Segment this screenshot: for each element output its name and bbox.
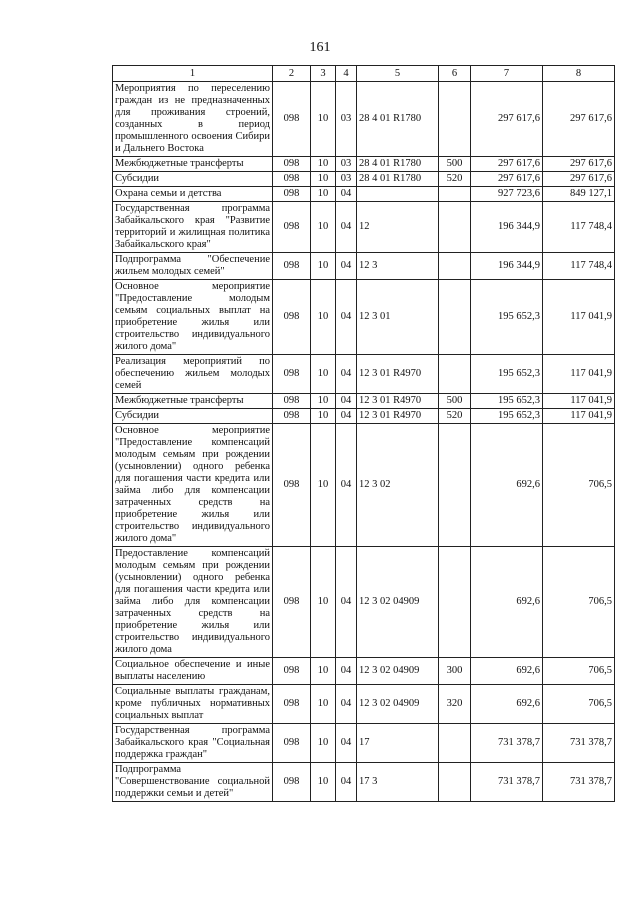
target-article-code: 12 3 02 04909 <box>357 658 439 685</box>
header-col-2: 2 <box>273 66 311 82</box>
section-code: 10 <box>311 724 336 763</box>
expense-type-code <box>439 82 471 157</box>
subsection-code: 04 <box>336 202 357 253</box>
amount-year-1: 297 617,6 <box>471 82 543 157</box>
expense-type-code <box>439 724 471 763</box>
subsection-code: 04 <box>336 394 357 409</box>
amount-year-1: 195 652,3 <box>471 280 543 355</box>
item-name: Межбюджетные трансферты <box>113 394 273 409</box>
amount-year-2: 117 041,9 <box>543 394 615 409</box>
amount-year-2: 297 617,6 <box>543 157 615 172</box>
expense-type-code <box>439 253 471 280</box>
ministry-code: 098 <box>273 355 311 394</box>
amount-year-1: 692,6 <box>471 685 543 724</box>
target-article-code <box>357 187 439 202</box>
amount-year-2: 297 617,6 <box>543 172 615 187</box>
item-name: Основное мероприятие "Предоставление молодым семьям социальных выплат на приобретение жилья или строительство индивидуального жилого дома" <box>113 280 273 355</box>
item-name: Мероприятия по переселению граждан из не предназначенных для проживания строений, созданных в период промышленного освоения Сибири и Дальнего Востока <box>113 82 273 157</box>
expense-type-code <box>439 280 471 355</box>
ministry-code: 098 <box>273 658 311 685</box>
section-code: 10 <box>311 253 336 280</box>
ministry-code: 098 <box>273 187 311 202</box>
ministry-code: 098 <box>273 547 311 658</box>
ministry-code: 098 <box>273 763 311 802</box>
amount-year-2: 297 617,6 <box>543 82 615 157</box>
expense-type-code: 520 <box>439 409 471 424</box>
section-code: 10 <box>311 157 336 172</box>
item-name: Подпрограмма "Обеспечение жильем молодых семей" <box>113 253 273 280</box>
target-article-code: 17 <box>357 724 439 763</box>
amount-year-1: 195 652,3 <box>471 409 543 424</box>
table-row <box>113 409 615 424</box>
ministry-code: 098 <box>273 157 311 172</box>
target-article-code: 12 3 01 R4970 <box>357 394 439 409</box>
ministry-code: 098 <box>273 394 311 409</box>
item-name: Субсидии <box>113 409 273 424</box>
subsection-code: 04 <box>336 355 357 394</box>
subsection-code: 03 <box>336 157 357 172</box>
section-code: 10 <box>311 409 336 424</box>
item-name: Межбюджетные трансферты <box>113 157 273 172</box>
table-row <box>113 187 615 202</box>
section-code: 10 <box>311 280 336 355</box>
header-col-1: 1 <box>113 66 273 82</box>
expense-type-code <box>439 355 471 394</box>
expense-type-code: 300 <box>439 658 471 685</box>
amount-year-1: 692,6 <box>471 658 543 685</box>
header-row <box>113 66 615 82</box>
item-name: Государственная программа Забайкальского края "Развитие территорий и жилищная политика Забайкальского края" <box>113 202 273 253</box>
subsection-code: 04 <box>336 763 357 802</box>
target-article-code: 12 3 01 R4970 <box>357 409 439 424</box>
amount-year-1: 731 378,7 <box>471 763 543 802</box>
expense-type-code <box>439 202 471 253</box>
table-row <box>113 253 615 280</box>
ministry-code: 098 <box>273 724 311 763</box>
amount-year-1: 195 652,3 <box>471 355 543 394</box>
expense-type-code <box>439 187 471 202</box>
ministry-code: 098 <box>273 202 311 253</box>
header-col-4: 4 <box>336 66 357 82</box>
item-name: Реализация мероприятий по обеспечению жильем молодых семей <box>113 355 273 394</box>
expense-type-code: 500 <box>439 157 471 172</box>
table-row <box>113 355 615 394</box>
amount-year-2: 706,5 <box>543 685 615 724</box>
subsection-code: 04 <box>336 547 357 658</box>
subsection-code: 04 <box>336 658 357 685</box>
table-row <box>113 394 615 409</box>
ministry-code: 098 <box>273 82 311 157</box>
expense-type-code: 500 <box>439 394 471 409</box>
amount-year-2: 117 041,9 <box>543 280 615 355</box>
amount-year-2: 117 748,4 <box>543 202 615 253</box>
section-code: 10 <box>311 202 336 253</box>
amount-year-1: 731 378,7 <box>471 724 543 763</box>
subsection-code: 03 <box>336 172 357 187</box>
amount-year-1: 297 617,6 <box>471 157 543 172</box>
amount-year-2: 117 748,4 <box>543 253 615 280</box>
table-row <box>113 763 615 802</box>
target-article-code: 12 3 <box>357 253 439 280</box>
amount-year-1: 297 617,6 <box>471 172 543 187</box>
amount-year-2: 706,5 <box>543 658 615 685</box>
expense-type-code <box>439 763 471 802</box>
section-code: 10 <box>311 187 336 202</box>
section-code: 10 <box>311 355 336 394</box>
table-row <box>113 658 615 685</box>
item-name: Государственная программа Забайкальского края "Социальная поддержка граждан" <box>113 724 273 763</box>
amount-year-1: 927 723,6 <box>471 187 543 202</box>
amount-year-1: 692,6 <box>471 424 543 547</box>
header-col-8: 8 <box>543 66 615 82</box>
item-name: Предоставление компенсаций молодым семьям при рождении (усыновлении) одного ребенка для погашения части кредита или займа либо для компенсации затраченных средств на приобретение жилья или строительство индивидуального жилого дома <box>113 547 273 658</box>
amount-year-2: 117 041,9 <box>543 409 615 424</box>
target-article-code: 12 3 02 04909 <box>357 685 439 724</box>
item-name: Основное мероприятие "Предоставление компенсаций молодым семьям при рождении (усыновлении) одного ребенка для погашения части кредита или займа либо для компенсации затраченных средств на приобретение жилья или строительство индивидуального жилого дома" <box>113 424 273 547</box>
table-row <box>113 685 615 724</box>
header-col-6: 6 <box>439 66 471 82</box>
amount-year-2: 731 378,7 <box>543 724 615 763</box>
target-article-code: 12 3 01 <box>357 280 439 355</box>
item-name: Подпрограмма "Совершенствование социальной поддержки семьи и детей" <box>113 763 273 802</box>
ministry-code: 098 <box>273 253 311 280</box>
table-row <box>113 724 615 763</box>
amount-year-1: 195 652,3 <box>471 394 543 409</box>
target-article-code: 12 <box>357 202 439 253</box>
subsection-code: 04 <box>336 253 357 280</box>
section-code: 10 <box>311 424 336 547</box>
table-row <box>113 547 615 658</box>
table-row <box>113 280 615 355</box>
item-name: Охрана семьи и детства <box>113 187 273 202</box>
expense-type-code: 320 <box>439 685 471 724</box>
ministry-code: 098 <box>273 409 311 424</box>
table-row <box>113 202 615 253</box>
expense-type-code <box>439 424 471 547</box>
amount-year-2: 706,5 <box>543 424 615 547</box>
header-col-5: 5 <box>357 66 439 82</box>
section-code: 10 <box>311 547 336 658</box>
subsection-code: 04 <box>336 685 357 724</box>
page-number: 161 <box>309 40 331 55</box>
section-code: 10 <box>311 658 336 685</box>
section-code: 10 <box>311 685 336 724</box>
budget-table <box>112 65 615 802</box>
amount-year-1: 196 344,9 <box>471 202 543 253</box>
target-article-code: 12 3 02 <box>357 424 439 547</box>
table-row <box>113 424 615 547</box>
header-col-7: 7 <box>471 66 543 82</box>
subsection-code: 04 <box>336 424 357 547</box>
amount-year-2: 117 041,9 <box>543 355 615 394</box>
target-article-code: 28 4 01 R1780 <box>357 157 439 172</box>
ministry-code: 098 <box>273 424 311 547</box>
subsection-code: 04 <box>336 724 357 763</box>
section-code: 10 <box>311 172 336 187</box>
amount-year-2: 706,5 <box>543 547 615 658</box>
subsection-code: 04 <box>336 409 357 424</box>
subsection-code: 03 <box>336 82 357 157</box>
subsection-code: 04 <box>336 280 357 355</box>
amount-year-2: 731 378,7 <box>543 763 615 802</box>
subsection-code: 04 <box>336 187 357 202</box>
item-name: Социальные выплаты гражданам, кроме публичных нормативных социальных выплат <box>113 685 273 724</box>
ministry-code: 098 <box>273 685 311 724</box>
amount-year-1: 692,6 <box>471 547 543 658</box>
target-article-code: 12 3 02 04909 <box>357 547 439 658</box>
target-article-code: 28 4 01 R1780 <box>357 172 439 187</box>
item-name: Социальное обеспечение и иные выплаты населению <box>113 658 273 685</box>
expense-type-code: 520 <box>439 172 471 187</box>
section-code: 10 <box>311 394 336 409</box>
amount-year-1: 196 344,9 <box>471 253 543 280</box>
section-code: 10 <box>311 82 336 157</box>
header-col-3: 3 <box>311 66 336 82</box>
table-row <box>113 172 615 187</box>
target-article-code: 12 3 01 R4970 <box>357 355 439 394</box>
target-article-code: 28 4 01 R1780 <box>357 82 439 157</box>
expense-type-code <box>439 547 471 658</box>
amount-year-2: 849 127,1 <box>543 187 615 202</box>
item-name: Субсидии <box>113 172 273 187</box>
ministry-code: 098 <box>273 280 311 355</box>
target-article-code: 17 3 <box>357 763 439 802</box>
table-row <box>113 82 615 157</box>
section-code: 10 <box>311 763 336 802</box>
table-row <box>113 157 615 172</box>
ministry-code: 098 <box>273 172 311 187</box>
